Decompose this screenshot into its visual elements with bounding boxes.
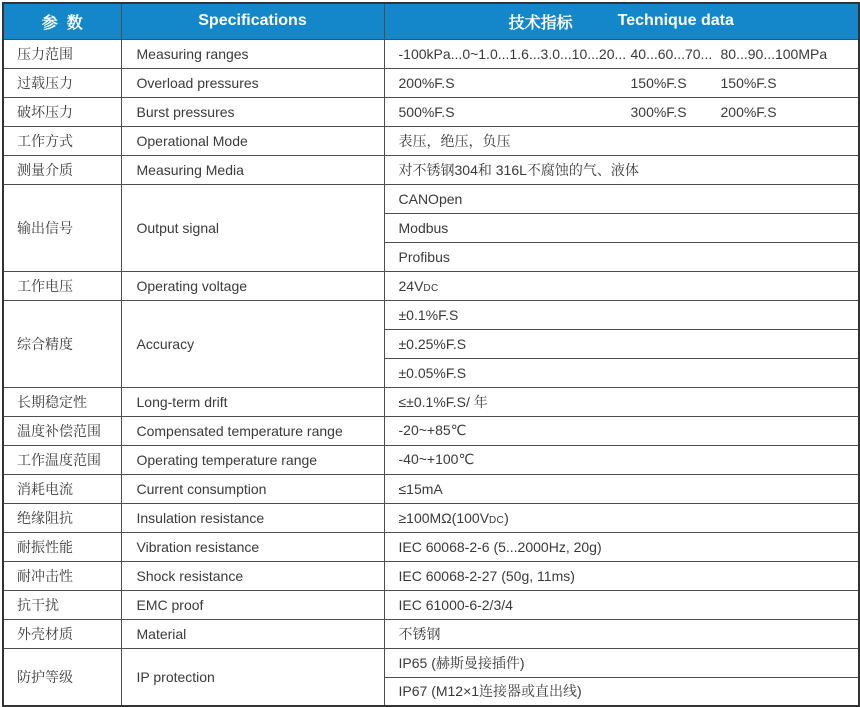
param-cell: 消耗电流 (3, 474, 121, 503)
value-part: 24V (398, 277, 424, 294)
value-cell: CANOpen (384, 184, 859, 213)
table-row (3, 445, 859, 474)
value-cell: -40~+100℃ (384, 445, 859, 474)
spec-cell: Material (121, 619, 384, 648)
table-row (3, 97, 859, 126)
param-cell: 防护等级 (3, 648, 121, 706)
param-cell: 测量介质 (3, 155, 121, 184)
value-part: ) (504, 509, 509, 526)
table-row (3, 155, 859, 184)
value-part-sub: DC (489, 514, 505, 526)
spec-cell: Burst pressures (121, 97, 384, 126)
param-cell: 温度补偿范围 (3, 416, 121, 445)
value-cell: 表压，绝压，负压 (384, 126, 859, 155)
value-part: 150%F.S (630, 74, 687, 91)
value-cell (384, 97, 859, 126)
param-cell: 输出信号 (3, 184, 121, 271)
table-row (3, 68, 859, 97)
value-cell: ≤±0.1%F.S/ 年 (384, 387, 859, 416)
param-cell: 工作电压 (3, 271, 121, 300)
value-part: 150%F.S (720, 74, 777, 91)
table-row (3, 561, 859, 590)
spec-cell: Shock resistance (121, 561, 384, 590)
value-part: -100kPa...0~1.0...1.6...3.0...10...20... (398, 45, 627, 62)
value-part: ≥100MΩ(100V (398, 509, 490, 526)
spec-cell: Vibration resistance (121, 532, 384, 561)
value-cell: IEC 60068-2-6 (5...2000Hz, 20g) (384, 532, 859, 561)
value-cell: IP65 (赫斯曼接插件) (384, 648, 859, 677)
table-row (3, 648, 859, 677)
param-cell: 破坏压力 (3, 97, 121, 126)
value-cell: IEC 60068-2-27 (50g, 11ms) (384, 561, 859, 590)
table-row (3, 619, 859, 648)
spec-cell: Output signal (121, 184, 384, 271)
table-row (3, 126, 859, 155)
spec-cell: Operating voltage (121, 271, 384, 300)
spec-cell: Operational Mode (121, 126, 384, 155)
value-cell: ±0.25%F.S (384, 329, 859, 358)
header-param-label: 参 数 (41, 14, 83, 32)
header-param (3, 3, 121, 39)
value-part: 300%F.S (630, 103, 687, 120)
value-cell (384, 271, 859, 300)
header-data-label-en: Technique data (617, 12, 734, 30)
param-cell: 绝缘阻抗 (3, 503, 121, 532)
value-cell: IP67 (M12×1连接器或直出线) (384, 677, 859, 706)
value-cell: Modbus (384, 213, 859, 242)
value-cell (384, 68, 859, 97)
spec-cell: Accuracy (121, 300, 384, 387)
param-cell: 压力范围 (3, 39, 121, 68)
value-cell (384, 503, 859, 532)
header-data-label-zh: 技术指标 (508, 14, 573, 32)
table-row (3, 416, 859, 445)
param-cell: 外壳材质 (3, 619, 121, 648)
header-data (384, 3, 859, 39)
value-cell: 对不锈钢304和 316L不腐蚀的气、液体 (384, 155, 859, 184)
spec-cell: Measuring Media (121, 155, 384, 184)
table-row (3, 184, 859, 213)
spec-table (2, 2, 860, 707)
param-cell: 过载压力 (3, 68, 121, 97)
spec-cell: Operating temperature range (121, 445, 384, 474)
table-row (3, 300, 859, 329)
value-part: 200%F.S (398, 74, 455, 91)
table-row (3, 503, 859, 532)
param-cell: 耐冲击性 (3, 561, 121, 590)
spec-cell: Measuring ranges (121, 39, 384, 68)
value-part: 500%F.S (398, 103, 455, 120)
header-spec (121, 3, 384, 39)
value-part: 200%F.S (720, 103, 777, 120)
value-cell: ≤15mA (384, 474, 859, 503)
table-row (3, 39, 859, 68)
table-row (3, 590, 859, 619)
value-cell: IEC 61000-6-2/3/4 (384, 590, 859, 619)
spec-cell: EMC proof (121, 590, 384, 619)
value-part-sub: DC (423, 282, 439, 294)
header-spec-label: Specifications (198, 12, 307, 30)
value-cell: 不锈钢 (384, 619, 859, 648)
spec-cell: Insulation resistance (121, 503, 384, 532)
param-cell: 耐振性能 (3, 532, 121, 561)
table-row (3, 474, 859, 503)
value-cell: -20~+85℃ (384, 416, 859, 445)
table-row (3, 387, 859, 416)
spec-cell: Long-term drift (121, 387, 384, 416)
value-part: 80...90...100MPa (720, 45, 828, 62)
value-cell: ±0.1%F.S (384, 300, 859, 329)
spec-cell: Current consumption (121, 474, 384, 503)
header-row (3, 3, 859, 39)
value-part: 40...60...70... (630, 45, 713, 62)
param-cell: 工作温度范围 (3, 445, 121, 474)
spec-cell: IP protection (121, 648, 384, 706)
value-cell: Profibus (384, 242, 859, 271)
table-row (3, 532, 859, 561)
param-cell: 长期稳定性 (3, 387, 121, 416)
spec-cell: Compensated temperature range (121, 416, 384, 445)
value-cell (384, 39, 859, 68)
param-cell: 工作方式 (3, 126, 121, 155)
param-cell: 综合精度 (3, 300, 121, 387)
spec-cell: Overload pressures (121, 68, 384, 97)
value-cell: ±0.05%F.S (384, 358, 859, 387)
param-cell: 抗干扰 (3, 590, 121, 619)
table-row (3, 271, 859, 300)
